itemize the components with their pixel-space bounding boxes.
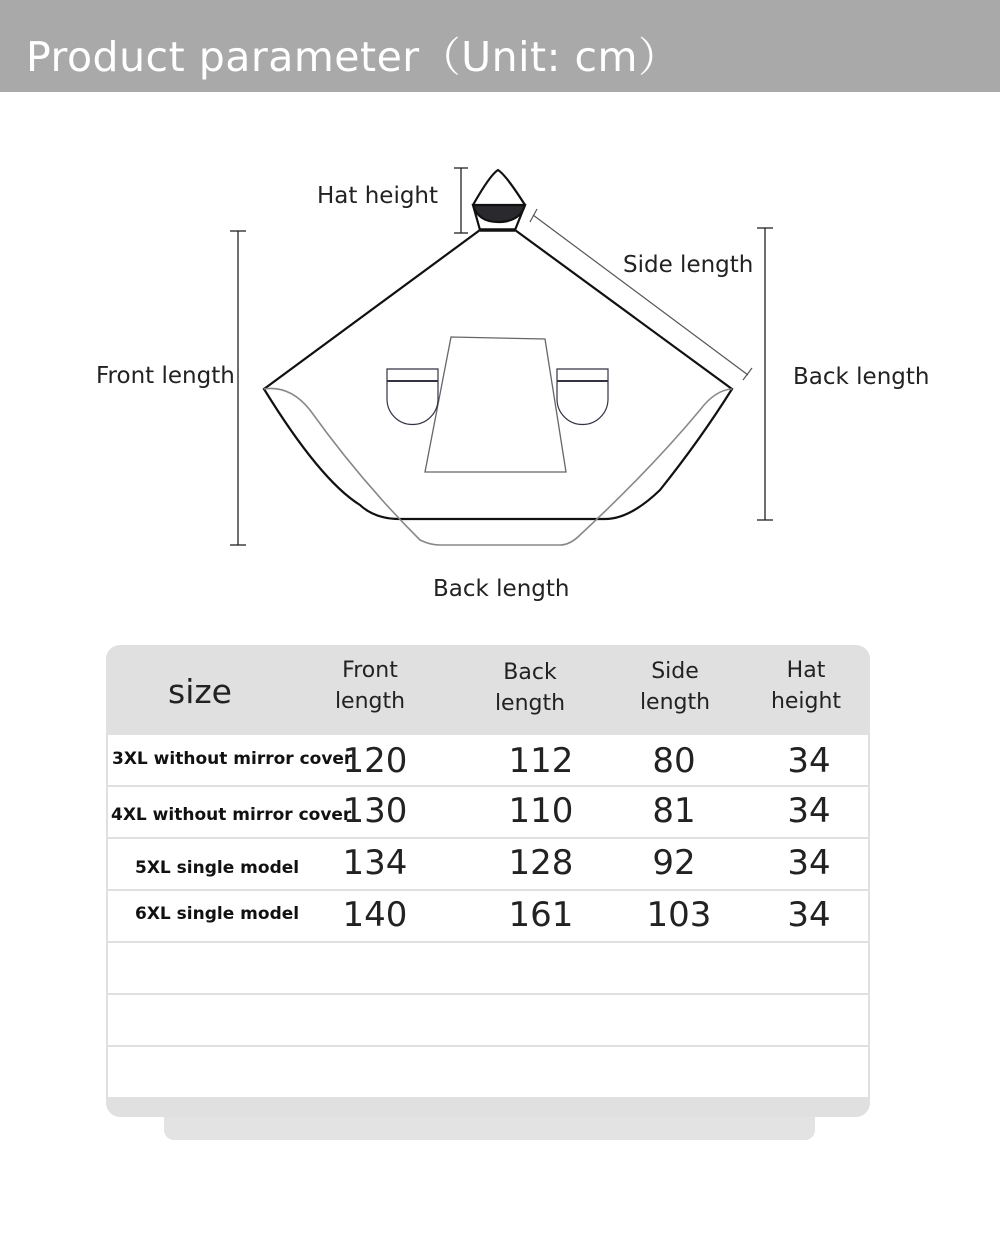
header-text: Front	[342, 658, 398, 683]
table-row	[108, 787, 868, 837]
table-row	[108, 839, 868, 889]
back-length-label-bottom: Back length	[433, 576, 570, 602]
front-cell: 120	[342, 741, 408, 781]
header-hat-height	[756, 655, 856, 717]
hat-height-label: Hat height	[317, 183, 439, 209]
window-trapezoid	[425, 337, 566, 472]
table-row	[108, 891, 868, 941]
front-cell: 130	[342, 791, 408, 831]
header-text: Back	[503, 660, 557, 685]
front-cell: 134	[342, 843, 408, 883]
header-front-length	[320, 655, 420, 717]
page-title: Product parameter（Unit: cm）	[26, 33, 680, 81]
header-text: length	[639, 690, 711, 715]
table-row-empty	[108, 995, 868, 1045]
back-cell: 161	[508, 895, 574, 935]
back-cell: 110	[508, 791, 574, 831]
hat-cell: 34	[787, 791, 831, 831]
back-length-label-right: Back length	[793, 364, 930, 390]
size-cell: 4XL without mirror cover	[111, 805, 352, 825]
size-cell: 3XL without mirror cover	[112, 749, 353, 769]
header-text: height	[770, 689, 842, 714]
header-back-length	[480, 657, 580, 719]
table-row-empty	[108, 1047, 868, 1097]
side-cell: 92	[652, 843, 696, 883]
hat-cell: 34	[787, 741, 831, 781]
table-row-empty	[108, 943, 868, 993]
front-cell: 140	[342, 895, 408, 935]
size-cell: 6XL single model	[135, 904, 300, 924]
header-text: Hat	[786, 658, 826, 683]
hat-cell: 34	[787, 895, 831, 935]
side-cell: 80	[652, 741, 696, 781]
side-cell: 81	[652, 791, 696, 831]
mirror-pocket-right	[557, 369, 608, 425]
hat-visor	[473, 205, 525, 222]
side-length-label: Side length	[623, 252, 754, 278]
front-length-label: Front length	[96, 363, 235, 389]
side-cell: 103	[646, 895, 712, 935]
mirror-pocket-left	[387, 369, 438, 425]
header-text: length	[334, 689, 406, 714]
back-cell: 112	[508, 741, 574, 781]
header-size: size	[168, 672, 232, 711]
hat-cell: 34	[787, 843, 831, 883]
header-text: length	[494, 691, 566, 716]
header-side-length	[625, 656, 725, 718]
back-cell: 128	[508, 843, 574, 883]
size-cell: 5XL single model	[135, 858, 300, 878]
header-text: Side	[651, 659, 699, 684]
table-row	[108, 735, 868, 785]
